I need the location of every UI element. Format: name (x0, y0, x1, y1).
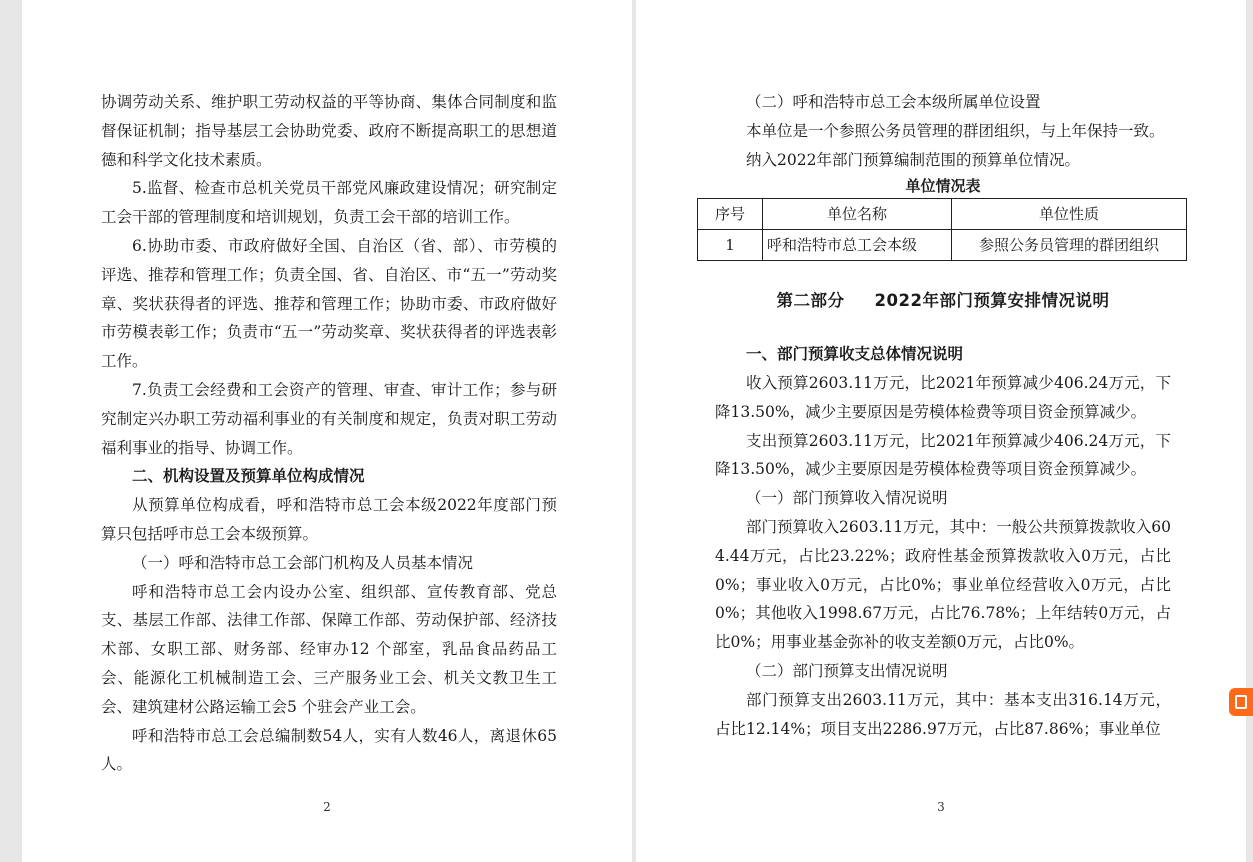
table-cell: 呼和浩特市总工会本级 (763, 230, 952, 261)
section-heading: 一、部门预算收支总体情况说明 (746, 345, 964, 364)
document-page-left (22, 0, 632, 862)
body-paragraph: 6.协助市委、市政府做好全国、自治区（省、部）、市劳模的评选、推荐和管理工作；负责全国、省、自治区、市“五一”劳动奖章、奖状获得者的评选、推荐和管理工作；协助市委、市政府做好市劳模表彰工作；负责市“五一”劳动奖章、奖状获得者的评选表彰工作。 (101, 236, 557, 371)
table-row (698, 230, 1187, 261)
body-paragraph: 部门预算支出2603.11万元，其中：基本支出316.14万元，占比12.14%；项目支出2286.97万元，占比87.86%；事业单位 (715, 690, 1171, 738)
subsection-heading: （一）部门预算收入情况说明 (746, 489, 948, 508)
body-paragraph: 纳入2022年部门预算编制范围的预算单位情况。 (746, 150, 1080, 169)
table-header-cell: 序号 (698, 199, 763, 230)
body-paragraph: 部门预算收入2603.11万元，其中：一般公共预算拨款收入604.44万元，占比23.22%；政府性基金预算拨款收入0万元，占比0%；事业收入0万元，占比0%；事业单位经营收入0万元，占比0%；其他收入1998.67万元，占比76.78%；上年结转0万元，占比0%；用事业基金弥补的收支差额0万元，占比0%。 (715, 517, 1171, 652)
body-paragraph: 呼和浩特市总工会内设办公室、组织部、宣传教育部、党总支、基层工作部、法律工作部、保障工作部、劳动保护部、经济技术部、女职工部、财务部、经审办12 个部室，乳品食品药品工会、能源化工机械制造工会、三产服务业工会、机关文教卫生工会、建筑建材公路运输工会5 个驻会产业工会。 (101, 582, 557, 716)
right-page-intro (715, 88, 1171, 174)
table-header-row (698, 199, 1187, 230)
body-paragraph: 本单位是一个参照公务员管理的群团组织，与上年保持一致。 (746, 121, 1165, 140)
body-paragraph: 呼和浩特市总工会总编制数54人，实有人数46人，离退休65人。 (101, 726, 557, 774)
body-paragraph: 支出预算2603.11万元，比2021年预算减少406.24万元，下降13.50%，减少主要原因是劳模体检费等项目资金预算减少。 (715, 431, 1171, 479)
body-paragraph: 7.负责工会经费和工会资产的管理、审查、审计工作；参与研究制定兴办职工劳动福利事业的有关制度和规定，负责对职工劳动福利事业的指导、协调工作。 (101, 380, 557, 457)
body-paragraph: 收入预算2603.11万元，比2021年预算减少406.24万元，下降13.50%，减少主要原因是劳模体检费等项目资金预算减少。 (715, 373, 1171, 421)
part-title-text: 2022年部门预算安排情况说明 (874, 291, 1110, 311)
body-paragraph: 协调劳动关系、维护职工劳动权益的平等协商、集体合同制度和监督保证机制；指导基层工会协助党委、政府不断提高职工的思想道德和科学文化技术素质。 (101, 93, 557, 169)
table-header-cell: 单位名称 (763, 199, 952, 230)
table-cell: 1 (698, 230, 763, 261)
part-title-label: 第二部分 (776, 291, 845, 311)
table-title: 单位情况表 (905, 177, 981, 196)
right-page-content (715, 88, 1171, 743)
document-assistant-icon[interactable] (1229, 688, 1253, 716)
subsection-heading: （二）部门预算支出情况说明 (746, 661, 948, 680)
table-header-cell: 单位性质 (952, 199, 1187, 230)
unit-info-table (697, 198, 1187, 261)
right-page-body (715, 340, 1171, 743)
document-page-right (636, 0, 1246, 862)
section-heading: 二、机构设置及预算单位构成情况 (132, 467, 365, 486)
left-page-content (101, 88, 557, 779)
subsection-heading: （一）呼和浩特市总工会部门机构及人员基本情况 (132, 553, 474, 572)
part-two-title (715, 287, 1171, 316)
table-cell: 参照公务员管理的群团组织 (952, 230, 1187, 261)
subsection-heading: （二）呼和浩特市总工会本级所属单位设置 (746, 93, 1041, 111)
page-number: 3 (937, 800, 945, 814)
page-number: 2 (323, 800, 331, 814)
body-paragraph: 5.监督、检查市总机关党员干部党风廉政建设情况；研究制定工会干部的管理制度和培训规划，负责工会干部的培训工作。 (101, 179, 557, 227)
body-paragraph: 从预算单位构成看，呼和浩特市总工会本级2022年度部门预算只包括呼市总工会本级预算。 (101, 496, 557, 543)
